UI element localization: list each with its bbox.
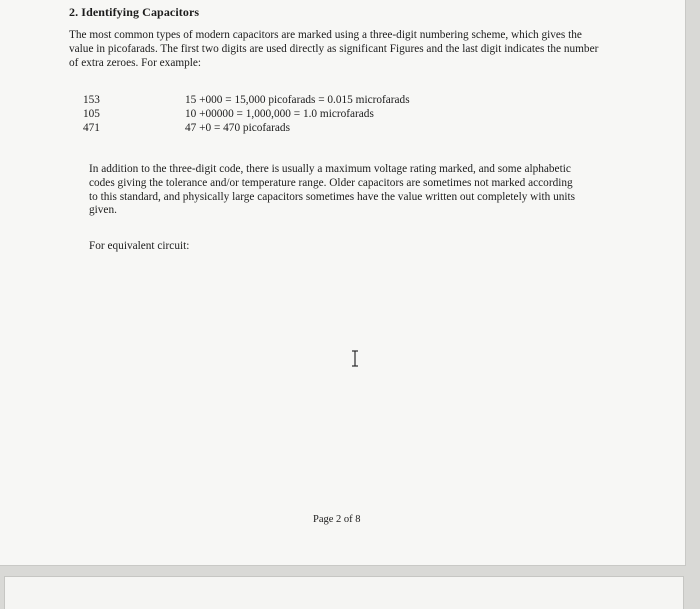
next-page-edge[interactable] bbox=[4, 576, 684, 609]
example-code: 153 bbox=[83, 94, 100, 106]
section-heading: 2. Identifying Capacitors bbox=[69, 5, 200, 19]
equivalent-circuit-label: For equivalent circuit: bbox=[89, 240, 190, 252]
example-code: 471 bbox=[83, 122, 100, 134]
voltage-rating-paragraph: In addition to the three-digit code, there is usually a maximum voltage rating marked, and some alphabetic codes giving the tolerance and/or temperature range. Older capacitors are sometimes not marked according to this standard, and physically large capacitors sometimes have the value written out completely with units given. bbox=[89, 163, 576, 217]
example-expression: 10 +00000 = 1,000,000 = 1.0 microfarads bbox=[185, 108, 374, 120]
text-cursor-icon bbox=[350, 350, 360, 367]
intro-paragraph: The most common types of modern capacitors are marked using a three-digit numbering scheme, which gives the value in picofarads. The first two digits are used directly as significant Figures and the last digit indicates the number of extra zeroes. For example: bbox=[69, 29, 599, 69]
example-expression: 47 +0 = 470 picofarads bbox=[185, 122, 290, 134]
example-code: 105 bbox=[83, 108, 100, 120]
page-number: Page 2 of 8 bbox=[313, 514, 361, 525]
example-expression: 15 +000 = 15,000 picofarads = 0.015 microfarads bbox=[185, 94, 410, 106]
